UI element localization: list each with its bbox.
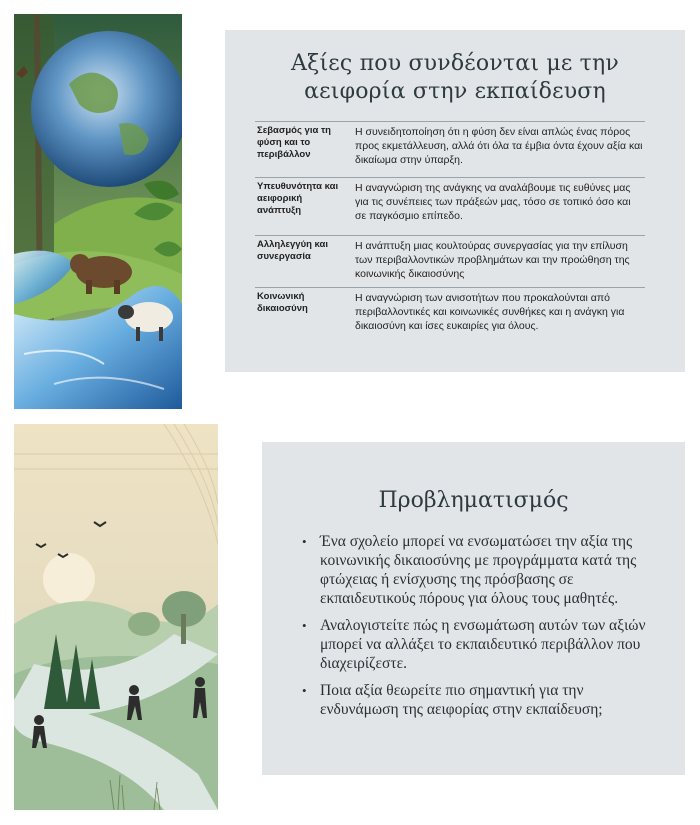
reflection-bullet-list <box>302 532 662 727</box>
values-slide <box>225 30 685 372</box>
table-row <box>255 178 645 236</box>
value-description: Η αναγνώριση της ανάγκης να αναλάβουμε τις ευθύνες μας για τις συνέπειες των πράξεών μας, τόσο σε τοπικό όσο και σε παγκόσμιο επίπεδο. <box>349 178 645 236</box>
values-title-line-2: αειφορία στην εκπαίδευση <box>304 79 606 104</box>
value-term: Αλληλεγγύη και συνεργασία <box>255 236 349 288</box>
bullet-text: Ποια αξία θεωρείτε πιο σημαντική για την ενδυνάμωση της αειφορίας στην εκπαίδευση; <box>320 682 603 718</box>
values-slide-title <box>225 30 685 106</box>
bullet-marker: • <box>302 618 307 633</box>
list-item <box>302 681 662 719</box>
earth-river-illustration <box>14 14 182 409</box>
list-item <box>302 616 662 673</box>
list-item <box>302 532 662 608</box>
reflection-slide <box>262 442 685 775</box>
value-description: Η αναγνώριση των ανισοτήτων που προκαλούνται από περιβαλλοντικές και κοινωνικές συνθήκες και η ανάγκη για δικαιοσύνη και ίσες ευκαιρίες για όλους. <box>349 288 645 342</box>
value-description: Η ανάπτυξη μιας κουλτούρας συνεργασίας για την επίλυση των περιβαλλοντικών προβλημάτων και την προώθηση της κοινωνικής δικαιοσύνης <box>349 236 645 288</box>
value-description: Η συνειδητοποίηση ότι η φύση δεν είναι απλώς ένας πόρος προς εκμετάλλευση, αλλά ότι όλα τα έμβια όντα έχουν αξία και δικαίωμα στην ύπαρξη. <box>349 122 645 178</box>
value-term: Κοινωνική δικαιοσύνη <box>255 288 349 342</box>
value-term: Σεβασμός για τη φύση και το περιβάλλον <box>255 122 349 178</box>
value-term: Υπευθυνότητα και αειφορική ανάπτυξη <box>255 178 349 236</box>
table-row <box>255 236 645 288</box>
bullet-text: Αναλογιστείτε πώς η ενσωμάτωση αυτών των αξιών μπορεί να αλλάξει το εκπαιδευτικό περιβάλλον που διαχειρίζεστε. <box>320 617 646 672</box>
values-table <box>255 121 645 341</box>
bullet-text: Ένα σχολείο μπορεί να ενσωματώσει την αξία της κοινωνικής δικαιοσύνης με προγράμματα κατά της φτώχειας ή ενίσχυσης της πρόσβασης σε εκπαιδευτικούς πόρους για όλους τους μαθητές. <box>320 533 637 607</box>
bullet-marker: • <box>302 534 307 549</box>
table-row <box>255 288 645 342</box>
table-row <box>255 122 645 178</box>
landscape-walkers-illustration <box>14 424 218 810</box>
reflection-slide-title: Προβληματισμός <box>378 488 569 513</box>
values-title-line-1: Αξίες που συνδέονται με την <box>291 51 619 76</box>
bullet-marker: • <box>302 683 307 698</box>
